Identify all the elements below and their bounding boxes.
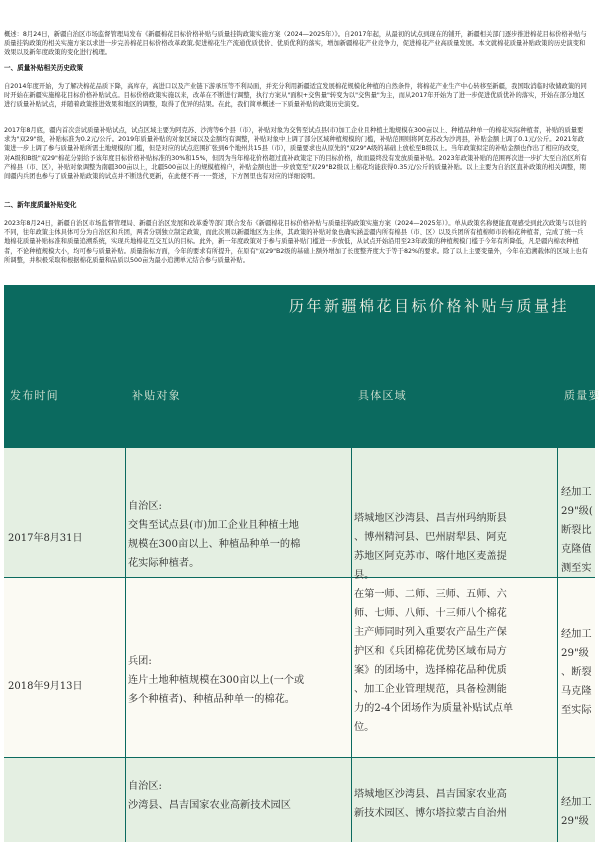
section1-paragraph-2: 2017年8月底，疆内首次尝试质量补贴试点，试点区域主要为阿克苏、沙湾等6个县（市），补贴对象为交售至试点县(市)加工企业且种植土地规模在300亩以上、种植品种单一的棉花实际种植者，补贴的质量要求为"双29"级，补贴标准为0.2元/公斤。2019年质量补贴的对象区域以及金额均有调整，补贴对象中上调了部分区域种植规模的门槛，补贴范围则将阿克苏改为沙湾县，补贴金额上调了0.1元/公斤。2021年政策进一步上调了参与质量补贴所需土地规模的门槛，但是对应的试点范围扩张到6个地州共15县（市），质量要求也从原先的"双29"A级的基础上放松至B级以上。当年政策拟定的补贴金额也作出了相应的改变，对A级和B级"双29"棉花分别给予该年度目标价格补贴标准的30%和15%，但因为当年棉花价格超过直补政策定下的目标价格，故而最终没有发放质量补贴。2023年政策补贴的范围再次进一步扩大至自治区所有产棉县（市、区），补贴对象调整为南疆300亩以上，北疆500亩以上的规模植棉户，补贴金额也进一步放宽至"双29"B2级以上棉花均能获得0.35元/公斤的质量补贴。以上主要为自治区直补政策的相关调整，期间疆内兵团也参与了质量补贴政策的试点并不断迭代更新，在此便不再一一赘述，下方图里也有对应的详细说明。 — [4, 127, 587, 181]
row-divider — [4, 757, 595, 758]
row-3-quality: 经加工 29"级 — [561, 797, 592, 827]
column-divider — [125, 327, 126, 842]
row-1-target: 自治区: 交售至试点县(市)加工企业且种植土地 规模在300亩以上、种植品种单一的棉 花实际种植者。 — [128, 501, 301, 569]
row-3-target: 自治区: 沙湾县、昌吉国家农业高新技术园区 — [128, 781, 291, 811]
table-title: 历年新疆棉花目标价格补贴与质量挂 — [289, 297, 570, 315]
policy-history-table — [4, 285, 601, 842]
row-2-target: 兵团: 连片土地种植规模在300亩以上(一个或 多个种植者)、种植品种单一的棉花。 — [128, 656, 305, 705]
row-3-region: 塔城地区沙湾县、昌吉国家农业高 新技术园区、博尔塔拉蒙古自治州 — [354, 789, 507, 819]
row-2-region: 在第一师、二师、三师、五师、六 师、七师、八师、十三师八个棉花 主产师同时列入重要农产品生产保 护区和《兵团棉花优势区域布局方 案》的团场中，选择棉花品种优质 、加工企业管理规范，具备检测能 力的2-4个团场作为质量补贴试点单 位。 — [354, 589, 514, 733]
header-region: 具体区域 — [352, 327, 557, 447]
row-divider — [4, 447, 595, 448]
row-2-date: 2018年9月13日 — [8, 681, 83, 692]
header-quality: 质量要 — [558, 327, 595, 447]
section2-paragraph-1: 2023年8月24日，新疆自治区市场监督管理局、新疆自治区发展和改革委等部门联合发布《新疆棉花目标价格补贴与质量挂钩政策实施方案（2024—2025年）》。单从政策名称便能直观感受到此次政策与以往的不同，往年政策主体具体可分为自治区和兵团，两者分别独立制定政策，而此次则以新疆地区为主体，其政策的补贴对象也确实涵盖疆内所有棉县（市、区）以及兵团所有植棉师市的棉花种植者，完成了统一兵地棉花质量补贴标准和质量追溯系统，实现兵地棉花互交互认的目标。此外，新一年度政策对于参与质量补贴门槛进一步放低，从试点开始沿用至23年政策的种植规模门槛于今年有所降低，凡是疆内棉农种植者，不论种植规模大小，均可参与质量补贴。质量指标方面，今年的要求有所提升，在原有"双29"B2级的基础上额外增加了长度整齐度大于等于82%的要求。除了以上主要变量外，今年在追溯载体的区域上也有所调整，并积极采取和根据棉花质量和品质以500亩为最小追溯单元结合参与质量补贴。 — [4, 220, 588, 264]
intro-paragraph: 概述：8月24日，新疆自治区市场监督管理局发布《新疆棉花目标价格补贴与质量挂钩政策实施方案（2024—2025年）》。自2017年起，从最初的试点到现在的铺开，新疆相关部门逐步推进棉花目标价格补贴与质量挂钩政策的相关实施方案以求进一步完善棉花目标价格改革政策,促进棉花生产流通优质优价、优质优利的落实，增加新疆棉花产业竞争力，促进棉花产业高质量发展。本文就棉花质量补贴政策的历史演变和效果以及新年度政策的变化进行梳理。 — [4, 31, 587, 57]
section2-heading: 二、新年度质量补贴变化 — [4, 201, 77, 209]
column-divider — [351, 327, 352, 842]
section1-heading: 一、质量补贴相关历史政策 — [4, 64, 84, 72]
row-2-quality: 经加工 29"级 、断裂 马克隆 至实际 — [561, 629, 592, 716]
row-1-region: 塔城地区沙湾县、昌吉州玛纳斯县 、博州精河县、巴州尉犁县、阿克 苏地区阿克苏市、喀什地区麦盖提 县。 — [354, 513, 507, 581]
row-1-quality: 经加工 29"级( 断裂比 克隆值 测至实 — [561, 487, 593, 574]
header-target: 补贴对象 — [126, 327, 351, 447]
header-date: 发布时间 — [4, 327, 125, 447]
column-divider — [557, 327, 558, 842]
section1-paragraph-1: 自2014年度开始，为了解决棉花品质下降，高库存，高进口以及产业链下游承压等不利局面，并充分利用新疆适宜发展棉花规模化种植的自然条件，将棉花产业生产中心转移至新疆，我国取消临时收储政策的同时开始在新疆实施棉花目标价格补贴试点。目标价格政策实施以来，改革在不断进行调整，执行方案从"面积+交售量"转变为以"交售量"为主，而从2017年开始为了进一步促进优质优补的落实，开始在部分地区进行质量补贴试点，并随着政策推进效果和地区的调整，取得了优异的结果。在此，我们简单概述一下质量补贴的政策历史演变。 — [4, 83, 587, 109]
row-1-date: 2017年8月31日 — [8, 533, 83, 544]
